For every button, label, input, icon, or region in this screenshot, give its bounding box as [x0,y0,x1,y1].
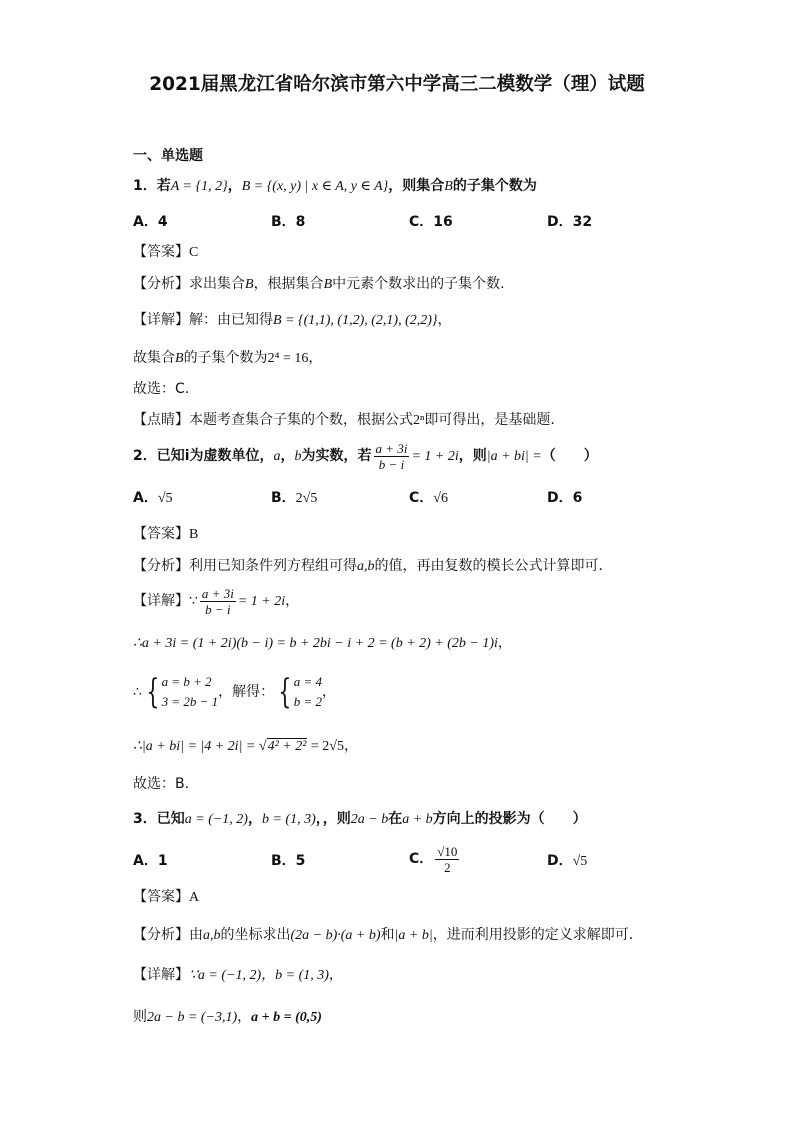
because-symbol: ∵ [189,594,198,609]
detail-text: 解：由已知得 [189,312,273,328]
separator: ， [227,178,242,194]
vector-expression: a + b [402,812,433,827]
expansion-math: ∴a + 3i = (1 + 2i)(b − i) = b + 2bi − i + 2 = (b + 2) + (2b − 1)i [133,636,498,651]
detail-tag: 【详解】 [133,593,189,609]
var-b: b [294,449,302,464]
question-text: ，，则 [315,811,351,827]
modulus-math: ∴|a + bi| = |4 + 2i| = [133,739,259,754]
complex-fraction [374,441,410,472]
fraction-denominator: b − i [205,601,231,617]
var-b: B [175,351,184,366]
q1-comment [133,411,555,430]
detail-tag: 【详解】 [133,312,189,328]
q3-detail-line2 [133,1008,322,1027]
q1-option-c: C．16 [409,214,453,230]
vector-b-math: b = (1, 3) [261,812,316,827]
analysis-tag: 【分析】 [133,276,189,292]
comment-tag: 【点睛】 [133,412,189,428]
punctuation: ， [237,1009,252,1025]
analysis-text: 和 [380,927,395,943]
analysis-text: 由 [189,927,203,943]
radicand: 4² + 2² [267,739,307,754]
detail-set-math: B = {(1,1), (1,2), (2,1), (2,2)} [273,313,438,328]
punctuation: ， [328,967,343,983]
punctuation: ， [308,350,323,366]
q1-option-b: B．8 [271,214,306,230]
q3-option-c: C． $\frac{√10}{2}$ [409,843,458,875]
vector-result-math: a + b = (0,5) [251,1010,322,1025]
q3-analysis [133,926,643,945]
fraction-numerator: a + 3i [201,585,234,601]
q2-answer [133,525,198,544]
answer-blank: （ ） [541,448,598,464]
analysis-text: 中元素个数求出的子集个数. [332,276,505,292]
analysis-tag: 【分析】 [133,927,189,943]
q3-option-a: A．1 [133,853,168,869]
q3-option-b: B．5 [271,853,306,869]
q3-option-d: D．√5 [547,853,588,869]
punctuation: ， [285,593,300,609]
system-eq: a = 4 [293,674,323,689]
vector-expression: 2a − b [350,812,389,827]
fraction-numerator: √10 [437,843,458,859]
complex-fraction [200,586,236,617]
q1-answer [133,243,198,262]
equation-rhs: = 1 + 2i [411,449,459,464]
system-eq: b = 2 [293,694,323,709]
question-1-number: 1．若 [133,178,171,194]
comment-text: 本题考查集合子集的个数，根据公式 [189,412,413,428]
q2-choice: 故选：B. [133,776,190,792]
q1-detail-line2 [133,349,322,368]
q2-detail-line2 [133,634,512,653]
answer-value: A [189,890,200,905]
equation-rhs: = 1 + 2i [237,594,286,609]
analysis-text: 求出集合 [189,276,245,292]
modulus-math: |a + bi| = [486,449,542,464]
separator: ， [280,448,295,464]
system-eq: a = b + 2 [161,674,212,689]
question-text: ，则 [458,448,487,464]
punctuation: ， [437,312,452,328]
question-3 [133,810,587,829]
answer-tag: 【答案】 [133,244,189,260]
formula-math: 2ⁿ [413,413,425,428]
var-b: B [323,277,333,292]
magnitude-math: |a + b| [394,928,433,943]
analysis-tag: 【分析】 [133,558,189,574]
q2-option-d: D．6 [547,490,583,506]
fraction-denominator: b − i [378,456,405,472]
q2-option-b: B．2√5 [271,490,318,506]
vars-math: a,b [203,928,221,943]
question-text: 方向上的投影为（ ） [432,811,587,827]
set-a-math: A = {1, 2} [170,179,228,194]
var-b: B [444,179,453,194]
detail-text: 故集合 [133,350,175,366]
question-text: 为实数，若 [301,448,372,464]
analysis-text: 的值，再由复数的模长公式计算即可． [374,558,613,574]
vectors-math: ∵a = (−1, 2)，b = (1, 3) [189,968,329,983]
q3-answer [133,888,199,907]
analysis-text: ，进而利用投影的定义求解即可． [432,927,643,943]
vars-math: a,b [357,559,375,574]
var-a: a [273,449,281,464]
page-title: 2021届黑龙江省哈尔滨市第六中学高三二模数学（理）试题 [149,74,645,95]
punctuation: ， [344,738,358,754]
equation-system-2 [294,672,322,712]
dot-product-math: (2a − b)·(a + b) [290,928,381,943]
system-eq: 3 = 2b − 1 [161,694,219,709]
q2-detail [133,585,299,618]
question-text: 在 [388,811,403,827]
question-text: 的子集个数为 [452,178,537,194]
analysis-text: 利用已知条件列方程组可得 [189,558,357,574]
fraction-numerator: a + 3i [375,440,408,456]
answer-value: C [189,245,199,260]
question-1 [133,177,537,196]
punctuation: ， [497,635,512,651]
comment-text: 即可得出，是基础题. [424,412,555,428]
var-b: B [245,277,254,292]
q2-detail-line3 [133,672,336,713]
separator: ， [247,811,262,827]
q1-analysis [133,275,505,294]
q2-detail-line4 [133,737,358,756]
question-2 [133,440,598,473]
detail-text: 则 [133,1009,147,1025]
analysis-text: ，根据集合 [253,276,324,292]
result-math: = 2√5 [307,739,344,754]
q1-choice: 故选：C. [133,381,190,397]
analysis-text: 的坐标求出 [220,927,291,943]
vector-a-math: a = (−1, 2) [184,812,248,827]
fraction-denominator: 2 [444,859,451,875]
q2-analysis [133,557,613,576]
detail-text: 的子集个数为 [183,350,268,366]
q2-option-c: C．√6 [409,490,448,506]
vector-result-math: 2a − b = (−3,1) [147,1010,238,1025]
q3-detail [133,966,343,985]
equation-system-1 [162,672,219,712]
question-2-number: 2．已知i为虚数单位， [133,448,274,464]
section-heading: 一、单选题 [133,148,203,164]
therefore-symbol: ∴ [133,685,142,700]
q1-option-a: A．4 [133,214,168,230]
answer-value: B [189,527,199,542]
q1-option-d: D．32 [547,214,593,230]
answer-tag: 【答案】 [133,526,189,542]
detail-tag: 【详解】 [133,967,189,983]
answer-tag: 【答案】 [133,889,189,905]
system-brace: { [278,672,292,712]
system-brace: { [146,672,160,712]
q2-option-a: A．√5 [133,490,173,506]
subset-count-math: 2⁴ = 16 [267,351,309,366]
q1-detail [133,311,452,330]
detail-text: ，解得： [218,684,275,700]
option-fraction [435,844,459,875]
question-3-number: 3．已知 [133,811,185,827]
sqrt-expression: √4² + 2² [258,739,307,754]
punctuation: ， [322,684,337,700]
set-b-math: B = {(x, y) | x ∈ A, y ∈ A} [241,179,389,194]
question-text: ，则集合 [388,178,445,194]
